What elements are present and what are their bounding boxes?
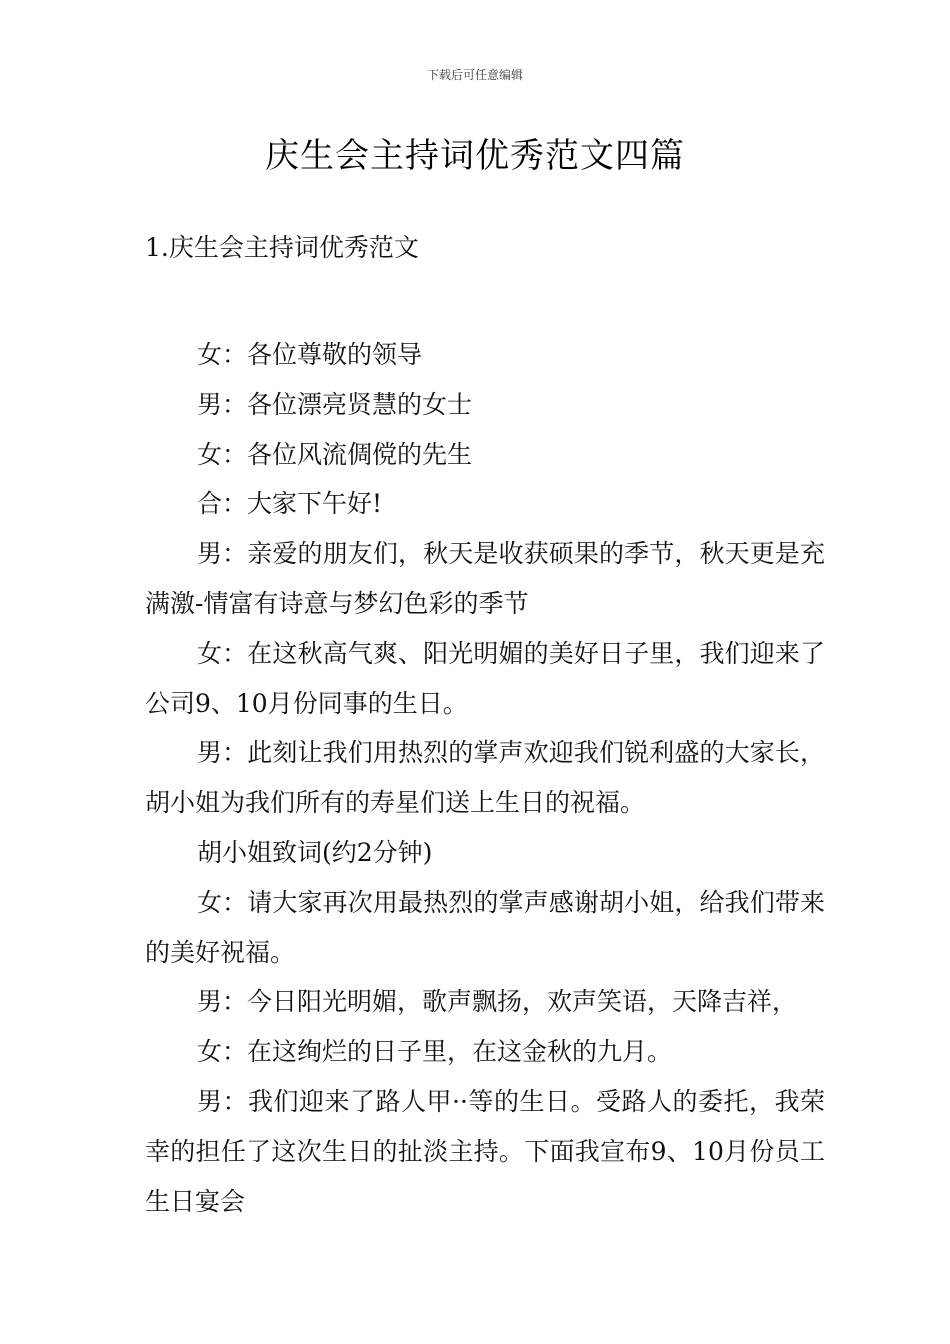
paragraph: 男：此刻让我们用热烈的掌声欢迎我们锐利盛的大家长，胡小姐为我们所有的寿星们送上生日的祝福。 bbox=[145, 738, 825, 818]
paragraph: 男：今日阳光明媚，歌声飘扬，欢声笑语，天降吉祥， bbox=[197, 987, 798, 1017]
paragraph: 胡小姐致词(约2分钟) bbox=[197, 837, 433, 867]
section-heading: 1.庆生会主持词优秀范文 bbox=[145, 233, 419, 262]
document-body bbox=[145, 330, 825, 1226]
paragraph: 女：在这绚烂的日子里，在这金秋的九月。 bbox=[197, 1037, 673, 1067]
document-title: 庆生会主持词优秀范文四篇 bbox=[265, 136, 685, 176]
paragraph: 男：各位漂亮贤慧的女士 bbox=[197, 389, 473, 419]
paragraph: 男：我们迎来了路人甲··等的生日。受路人的委托，我荣幸的担任了这次生日的扯淡主持。下面我宣布9、10月份员工生日宴会 bbox=[145, 1086, 825, 1216]
paragraph: 男：亲爱的朋友们，秋天是收获硕果的季节，秋天更是充满激-情富有诗意与梦幻色彩的季节 bbox=[145, 539, 825, 618]
paragraph: 女：请大家再次用最热烈的掌声感谢胡小姐，给我们带来的美好祝福。 bbox=[145, 887, 825, 967]
header-note: 下载后可任意编辑 bbox=[426, 68, 523, 82]
paragraph: 女：在这秋高气爽、阳光明媚的美好日子里，我们迎来了公司9、10月份同事的生日。 bbox=[145, 638, 825, 718]
paragraph: 女：各位尊敬的领导 bbox=[197, 340, 423, 369]
paragraph: 合：大家下午好! bbox=[197, 489, 383, 519]
paragraph: 女：各位风流倜傥的先生 bbox=[197, 439, 473, 469]
